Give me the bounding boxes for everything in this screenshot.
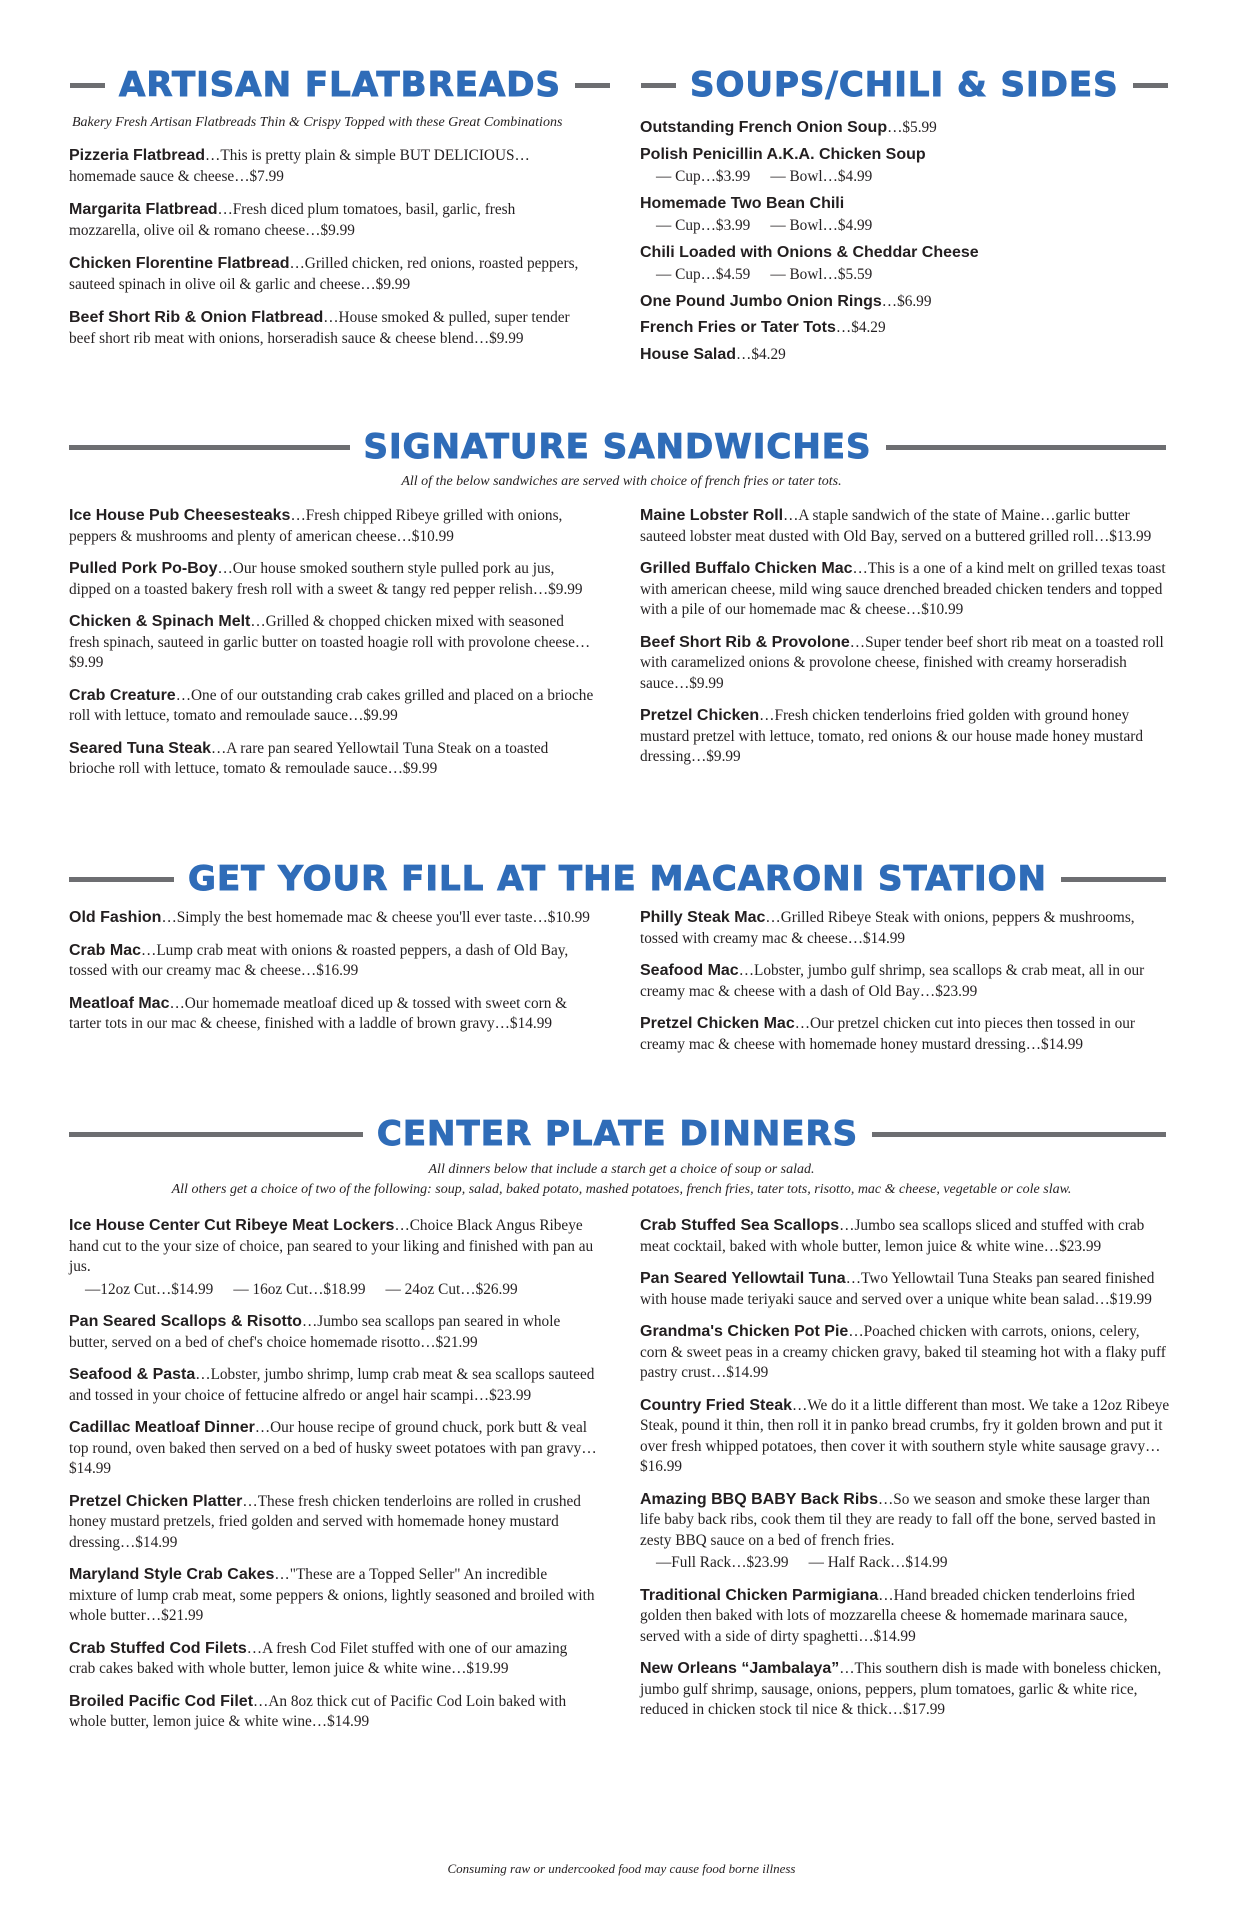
- menu-item-description: …Lump crab meat with onions & roasted peppers, a dash of Old Bay, tossed with our creamy mac & cheese…$16.99: [69, 941, 569, 979]
- menu-item-description: …$4.29: [736, 345, 786, 363]
- menu-item-name: Cadillac Meatloaf Dinner: [69, 1419, 255, 1436]
- menu-item: [69, 1692, 597, 1733]
- menu-item-description: …Lobster, jumbo shrimp, lump crab meat & sea scallops sauteed and tossed in your choice of fettucine alfredo or angel hair scampi…$23.99: [69, 1366, 595, 1404]
- menu-item-size-price: — Bowl…$5.59: [770, 266, 873, 283]
- dinners-left-list: [69, 1216, 597, 1745]
- menu-item-description: …Hand breaded chicken tenderloins fried golden then baked with lots of mozzarella cheese & homemade marinara sauce, served with a side of dirty spaghetti…$14.99: [640, 1586, 1135, 1645]
- menu-item-description: …Our house recipe of ground chuck, pork butt & veal top round, oven baked then served on a bed of husky sweet potatoes with pan gravy…$14.99: [69, 1419, 597, 1477]
- menu-item-name: Pan Seared Yellowtail Tuna: [640, 1270, 846, 1287]
- menu-item-sizes: [640, 1553, 1170, 1574]
- menu-item: [640, 194, 1170, 237]
- menu-item-name: French Fries or Tater Tots: [640, 319, 836, 336]
- menu-item-sizes: [640, 167, 1170, 188]
- menu-item-name: Philly Steak Mac: [640, 909, 766, 926]
- menu-item: [69, 1639, 597, 1680]
- flatbreads-heading: [70, 65, 595, 105]
- menu-item: [640, 318, 1170, 339]
- menu-item-description: …An 8oz thick cut of Pacific Cod Loin baked with whole butter, lemon juice & white wine…$14.99: [69, 1692, 567, 1730]
- menu-item-name: Broiled Pacific Cod Filet: [69, 1692, 254, 1710]
- menu-item: [69, 1216, 597, 1300]
- menu-item-description: …Grilled & chopped chicken mixed with seasoned fresh spinach, sauteed in garlic butter on toasted hoagie roll with provolone cheese…$9.99: [69, 613, 591, 671]
- heading-rule: [886, 445, 1167, 450]
- sandwiches-title: SIGNATURE SANDWICHES: [363, 427, 872, 467]
- menu-item-name: Crab Stuffed Sea Scallops: [640, 1217, 840, 1234]
- menu-item-description: …Our pretzel chicken cut into pieces then tossed in our creamy mac & cheese with homemade honey mustard dressing…$14.99: [640, 1015, 1135, 1053]
- menu-item: [640, 1659, 1170, 1721]
- menu-item: [640, 1014, 1170, 1055]
- menu-item-description: …House smoked & pulled, super tender beef short rib meat with onions, horseradish sauce & cheese blend…$9.99: [69, 309, 570, 347]
- menu-item-description: …$4.29: [835, 319, 886, 336]
- menu-item-description: …$6.99: [881, 292, 932, 310]
- menu-item-description: …So we season and smoke these larger than life baby back ribs, cook them til they are ready to fall off the bone, served basted in zesty BBQ sauce on a bed of french fries.: [640, 1490, 1156, 1549]
- menu-item-name: Country Fried Steak: [640, 1396, 793, 1414]
- menu-item-name: Crab Mac: [69, 941, 142, 959]
- menu-item: [640, 118, 1170, 139]
- menu-item-name: Pizzeria Flatbread: [69, 147, 206, 164]
- menu-item-size-price: —12oz Cut…$14.99: [85, 1280, 214, 1298]
- menu-item: [640, 559, 1170, 621]
- menu-item: [640, 1586, 1170, 1648]
- menu-item-description: …Two Yellowtail Tuna Steaks pan seared finished with house made teriyaki sauce and served over a unique white bean salad…$19.99: [640, 1270, 1155, 1308]
- menu-item: [69, 506, 597, 547]
- heading-rule: [641, 83, 676, 88]
- menu-item-description: …Poached chicken with carrots, onions, celery, corn & sweet peas in a creamy chicken gravy, baked til steaming hot with a flaky puff pastry crust…$14.99: [640, 1323, 1166, 1381]
- menu-item-name: Seared Tuna Steak: [69, 739, 211, 757]
- menu-item: [69, 941, 597, 982]
- menu-item-name: House Salad: [640, 345, 737, 363]
- menu-item: [69, 686, 597, 727]
- menu-item-name: Beef Short Rib & Onion Flatbread: [69, 309, 324, 326]
- heading-rule: [69, 877, 174, 882]
- menu-item: [69, 1565, 597, 1627]
- heading-rule: [69, 1132, 363, 1137]
- menu-item-description: …This is pretty plain & simple BUT DELICIOUS… homemade sauce & cheese…$7.99: [69, 147, 530, 185]
- menu-item-size-price: — Cup…$3.99: [656, 217, 751, 234]
- menu-item: [640, 1269, 1170, 1310]
- menu-item-description: …One of our outstanding crab cakes grilled and placed on a brioche roll with lettuce, tomato and remoulade sauce…$9.99: [69, 686, 594, 724]
- menu-item-description: …A fresh Cod Filet stuffed with one of our amazing crab cakes baked with whole butter, lemon juice & white wine…$19.99: [69, 1639, 568, 1677]
- menu-item-name: Beef Short Rib & Provolone: [640, 633, 850, 651]
- menu-item-name: Crab Stuffed Cod Filets: [69, 1639, 247, 1657]
- menu-item: [640, 145, 1170, 188]
- menu-item: [640, 243, 1170, 286]
- menu-item-sizes: [640, 265, 1170, 286]
- menu-item-name: Maryland Style Crab Cakes: [69, 1566, 275, 1583]
- menu-item: [69, 1312, 597, 1353]
- sandwiches-subtitle: All of the below sandwiches are served with choice of french fries or tater tots.: [401, 474, 842, 489]
- soups-heading: [641, 65, 1166, 105]
- menu-item: [69, 908, 597, 929]
- menu-item-name: Traditional Chicken Parmigiana: [640, 1586, 879, 1604]
- flatbreads-subtitle: Bakery Fresh Artisan Flatbreads Thin & Crispy Topped with these Great Combinations: [72, 115, 563, 130]
- menu-item-description: …These fresh chicken tenderloins are rolled in crushed honey mustard pretzels, fried golden and served with homemade honey mustard dressing…$14.99: [69, 1492, 581, 1551]
- footer-disclaimer: Consuming raw or undercooked food may cause food borne illness: [447, 1861, 796, 1876]
- menu-item-name: Seafood & Pasta: [69, 1366, 196, 1383]
- menu-item-size-price: — Cup…$4.59: [656, 266, 751, 283]
- menu-item-description: …Jumbo sea scallops sliced and stuffed with crab meat cocktail, baked with whole butter, lemon juice & white wine…$23.99: [640, 1217, 1145, 1255]
- menu-item-size-price: — Bowl…$4.99: [770, 168, 873, 185]
- menu-item: [69, 739, 597, 780]
- menu-item-name: Pulled Pork Po-Boy: [69, 560, 218, 577]
- dinners-subtitle-1: All dinners below that include a starch get a choice of soup or salad.: [428, 1162, 815, 1177]
- heading-rule: [70, 83, 105, 88]
- sandwiches-right-list: [640, 506, 1170, 780]
- menu-item: [640, 1322, 1170, 1384]
- menu-item: [640, 345, 1170, 366]
- menu-item-size-price: — Bowl…$4.99: [770, 217, 873, 234]
- menu-item-description: …Jumbo sea scallops pan seared in whole butter, served on a bed of chef's choice homemade risotto…$21.99: [69, 1313, 561, 1351]
- menu-item-size-price: — Half Rack…$14.99: [808, 1554, 948, 1571]
- menu-item-name: Outstanding French Onion Soup: [640, 119, 888, 136]
- macaroni-title: GET YOUR FILL AT THE MACARONI STATION: [188, 859, 1047, 899]
- menu-item-name: Maine Lobster Roll: [640, 507, 784, 524]
- menu-item-name: Ice House Pub Cheesesteaks: [69, 507, 291, 524]
- menu-item-sizes: [640, 216, 1170, 237]
- menu-item-size-price: — 24oz Cut…$26.99: [385, 1280, 518, 1298]
- menu-item-description: …Grilled chicken, red onions, roasted peppers, sauteed spinach in olive oil & garlic and cheese…$9.99: [69, 255, 579, 293]
- menu-item: [640, 292, 1170, 313]
- menu-item-name: Pretzel Chicken Mac: [640, 1015, 795, 1032]
- menu-item-name: Pan Seared Scallops & Risotto: [69, 1313, 302, 1330]
- macaroni-right-list: [640, 908, 1170, 1067]
- menu-item-name: One Pound Jumbo Onion Rings: [640, 292, 882, 310]
- menu-item-name: Pretzel Chicken Platter: [69, 1492, 243, 1510]
- heading-rule: [872, 1132, 1166, 1137]
- menu-item-size-price: — 16oz Cut…$18.99: [233, 1280, 366, 1298]
- heading-rule: [69, 445, 350, 450]
- menu-item-sizes: [69, 1280, 597, 1301]
- dinners-subtitle-2: All others get a choice of two of the following: soup, salad, baked potato, mashed potatoes, french fries, tater tots, risotto, mac & cheese, vegetable or cole slaw.: [171, 1182, 1072, 1197]
- sandwiches-left-list: [69, 506, 597, 792]
- menu-item-description: …A staple sandwich of the state of Maine…garlic butter sauteed lobster meat dusted with Old Bay, served on a buttered grilled roll…$13.99: [640, 507, 1152, 545]
- sandwiches-heading: [69, 427, 1166, 467]
- macaroni-left-list: [69, 908, 597, 1047]
- menu-item: [69, 994, 597, 1035]
- heading-rule: [575, 83, 610, 88]
- menu-item-description: …This southern dish is made with boneless chicken, jumbo gulf shrimp, sausage, onions, peppers, plum tomatoes, garlic & white rice, reduced in chicken stock til nice & thick…$17.99: [640, 1660, 1162, 1718]
- dinners-title: CENTER PLATE DINNERS: [376, 1114, 859, 1154]
- menu-item: [640, 706, 1170, 768]
- menu-item-description: …A rare pan seared Yellowtail Tuna Steak on a toasted brioche roll with lettuce, tomato & remoulade sauce…$9.99: [69, 739, 549, 777]
- menu-item: [69, 308, 589, 349]
- dinners-right-list: [640, 1216, 1170, 1733]
- menu-item: [69, 146, 589, 187]
- menu-item: [69, 612, 597, 674]
- menu-item: [640, 506, 1170, 547]
- menu-item: [69, 254, 589, 295]
- menu-item: [69, 1492, 597, 1554]
- menu-item: [69, 1365, 597, 1406]
- menu-item-name: Old Fashion: [69, 909, 162, 926]
- macaroni-heading: [69, 859, 1166, 899]
- menu-item-name: Polish Penicillin A.K.A. Chicken Soup: [640, 145, 926, 163]
- menu-item-description: …Grilled Ribeye Steak with onions, peppers & mushrooms, tossed with creamy mac & cheese…$14.99: [640, 909, 1135, 947]
- flatbreads-title: ARTISAN FLATBREADS: [119, 65, 562, 105]
- menu-item: [640, 633, 1170, 695]
- menu-item-description: …Super tender beef short rib meat on a toasted roll with caramelized onions & provolone cheese, finished with creamy horseradish sauce…$9.99: [640, 633, 1164, 692]
- menu-item: [69, 1418, 597, 1480]
- menu-item-name: Seafood Mac: [640, 962, 739, 979]
- heading-rule: [1061, 877, 1166, 882]
- menu-item-description: …Lobster, jumbo gulf shrimp, sea scallops & crab meat, all in our creamy mac & cheese with a dash of Old Bay…$23.99: [640, 962, 1145, 1000]
- soups-title: SOUPS/CHILI & SIDES: [690, 65, 1119, 105]
- menu-item-name: Chicken & Spinach Melt: [69, 613, 251, 630]
- heading-rule: [1133, 83, 1168, 88]
- menu-item: [640, 1396, 1170, 1478]
- menu-item-description: …Our house smoked southern style pulled pork au jus, dipped on a toasted bakery fresh roll with a sweet & tangy red pepper relish…$9.99: [69, 560, 583, 598]
- menu-item-description: …"These are a Topped Seller" An incredible mixture of lump crab meat, some peppers & onions, lightly seasoned and broiled with whole butter…$21.99: [69, 1566, 595, 1624]
- menu-item-name: Meatloaf Mac: [69, 994, 170, 1012]
- menu-item-size-price: — Cup…$3.99: [656, 168, 751, 185]
- menu-item-description: …Fresh diced plum tomatoes, basil, garlic, fresh mozzarella, olive oil & romano cheese…$9.99: [69, 201, 516, 239]
- menu-item: [640, 1216, 1170, 1257]
- menu-item-description: …Our homemade meatloaf diced up & tossed with sweet corn & tarter tots in our mac & cheese, finished with a laddle of brown gravy…$14.99: [69, 994, 568, 1032]
- menu-item-name: Crab Creature: [69, 686, 176, 704]
- menu-item-description: …This is a one of a kind melt on grilled texas toast with american cheese, mild wing sauce drenched breaded chicken tenders and topped with a pile of our homemade mac & cheese…$10.99: [640, 560, 1166, 618]
- menu-item: [69, 559, 597, 600]
- menu-item-name: Chili Loaded with Onions & Cheddar Cheese: [640, 243, 979, 261]
- flatbreads-list: [69, 146, 589, 362]
- menu-item-name: Amazing BBQ BABY Back Ribs: [640, 1490, 878, 1508]
- dinners-heading: [69, 1114, 1166, 1154]
- menu-item-description: …Fresh chipped Ribeye grilled with onions, peppers & mushrooms and plenty of american cheese…$10.99: [69, 507, 563, 545]
- menu-item: [69, 200, 589, 241]
- menu-item-name: New Orleans “Jambalaya”: [640, 1660, 840, 1677]
- soups-list: [640, 118, 1170, 371]
- menu-item-name: Homemade Two Bean Chili: [640, 194, 845, 212]
- menu-item: [640, 1490, 1170, 1574]
- menu-item: [640, 908, 1170, 949]
- menu-item-name: Ice House Center Cut Ribeye Meat Lockers: [69, 1217, 395, 1234]
- menu-item-description: …Choice Black Angus Ribeye hand cut to the your size of choice, pan seared to your liking and finished with pan au jus.: [69, 1217, 594, 1275]
- menu-item-description: …$5.99: [887, 119, 937, 136]
- menu-item-size-price: —Full Rack…$23.99: [656, 1554, 789, 1571]
- menu-item-name: Margarita Flatbread: [69, 201, 218, 218]
- menu-item-description: …We do it a little different than most. We take a 12oz Ribeye Steak, pound it thin, then roll it in panko bread crumbs, fry it golden brown and put it over fresh whipped potatoes, then cover it with southern style white sausage gravy…$16.99: [640, 1396, 1170, 1475]
- menu-item-name: Grandma's Chicken Pot Pie: [640, 1323, 849, 1340]
- menu-item: [640, 961, 1170, 1002]
- menu-item-description: …Simply the best homemade mac & cheese you'll ever taste…$10.99: [161, 909, 590, 926]
- menu-item-description: …Fresh chicken tenderloins fried golden with ground honey mustard pretzel with lettuce, tomato, red onions & our house made honey mustard dressing…$9.99: [640, 707, 1143, 765]
- menu-item-name: Chicken Florentine Flatbread: [69, 255, 290, 272]
- menu-item-name: Pretzel Chicken: [640, 707, 760, 724]
- menu-item-name: Grilled Buffalo Chicken Mac: [640, 560, 853, 577]
